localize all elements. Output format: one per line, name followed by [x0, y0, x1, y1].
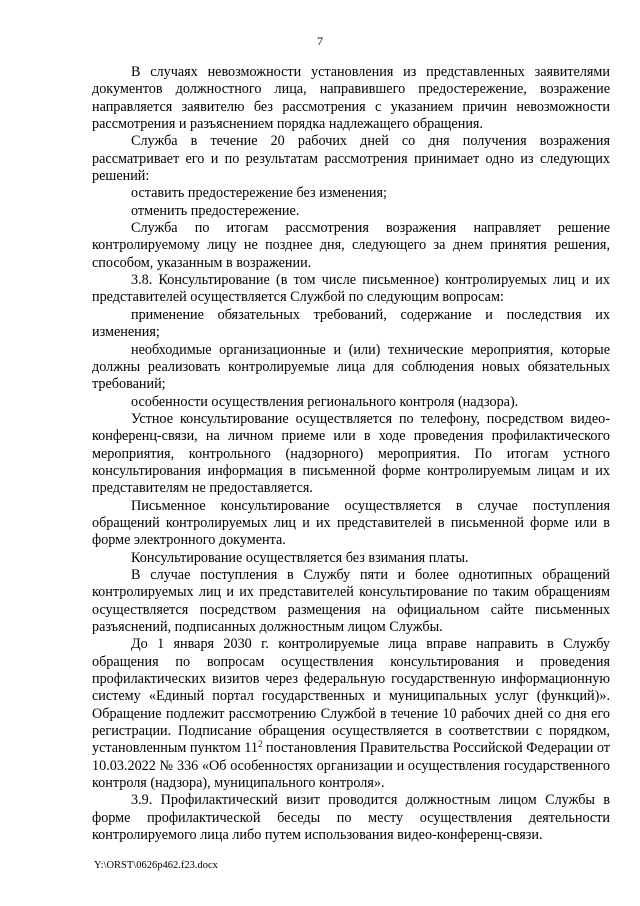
- paragraph: Устное консультирование осуществляется по телефону, посредством видео-конференц-связи, на личном приеме или в ходе проведения профилактического мероприятия, контрольного (надзорного) мероприятия. По итогам устного консультирования информация в письменной форме контролируемым лицам и их представителям не предоставляется.: [92, 410, 610, 497]
- paragraph: В случаях невозможности установления из представленных заявителями документов должностного лица, направившего предостережение, возражение направляется заявителю без рассмотрения с указанием причин невозможности рассмотрения и разъяснением порядка надлежащего обращения.: [92, 64, 610, 133]
- paragraph-2030: [92, 636, 610, 792]
- list-item: оставить предостережение без изменения;: [131, 185, 387, 202]
- footer-file-path: Y:\ORST\0626p462.f23.docx: [94, 860, 218, 871]
- list-item: особенности осуществления регионального контроля (надзора).: [131, 393, 519, 410]
- document-body: [92, 64, 610, 844]
- paragraph-2030-text-cont: постановления Правительства Российской Федерации от 10.03.2022 № 336 «Об особенностях организации и осуществления государственного контроля (надзора), муниципального контроля».: [92, 740, 610, 792]
- superscript: 2: [257, 739, 263, 750]
- page-number: 7: [317, 34, 323, 48]
- list-item: применение обязательных требований, содержание и последствия их изменения;: [92, 306, 610, 341]
- paragraph: Служба в течение 20 рабочих дней со дня получения возражения рассматривает его и по результатам рассмотрения принимает одно из следующих решений:: [92, 133, 610, 185]
- paragraph-2030-text: До 1 января 2030 г. контролируемые лица вправе направить в Службу обращения по вопросам осуществления консультирования и проведения профилактических визитов через федеральную государственную информационную систему «Единый портал государственных и муниципальных услуг (функций)». Обращение подлежит рассмотрению Службой в течение 10 рабочих дней со дня его регистрации. Подписание обращения осуществляется в соответствии с порядком, установленным пунктом 11: [92, 636, 610, 757]
- paragraph: Служба по итогам рассмотрения возражения направляет решение контролируемому лицу не позднее дня, следующего за днем принятия решения, способом, указанным в возражении.: [92, 220, 610, 271]
- paragraph: В случае поступления в Службу пяти и более однотипных обращений контролируемых лиц и их представителей консультирование по таким обращениям осуществляется посредством размещения на официальном сайте письменных разъяснений, подписанных должностным лицом Службы.: [92, 566, 610, 635]
- list-item: необходимые организационные и (или) технические мероприятия, которые должны реализовать контролируемые лица для соблюдения новых обязательных требований;: [92, 341, 610, 393]
- section-3-8-paragraph: 3.8. Консультирование (в том числе письменное) контролируемых лиц и их представителей осуществляется Службой по следующим вопросам:: [92, 272, 610, 306]
- paragraph: Консультирование осуществляется без взимания платы.: [131, 549, 469, 566]
- list-item: отменить предостережение.: [131, 202, 300, 219]
- section-3-9-paragraph: 3.9. Профилактический визит проводится должностным лицом Службы в форме профилактической беседы по месту осуществления деятельности контролируемого лица либо путем использования видео-конференц-связи.: [92, 792, 610, 844]
- paragraph: Письменное консультирование осуществляется в случае поступления обращений контролируемых лиц и их представителей в письменной форме или в форме электронного документа.: [92, 497, 610, 549]
